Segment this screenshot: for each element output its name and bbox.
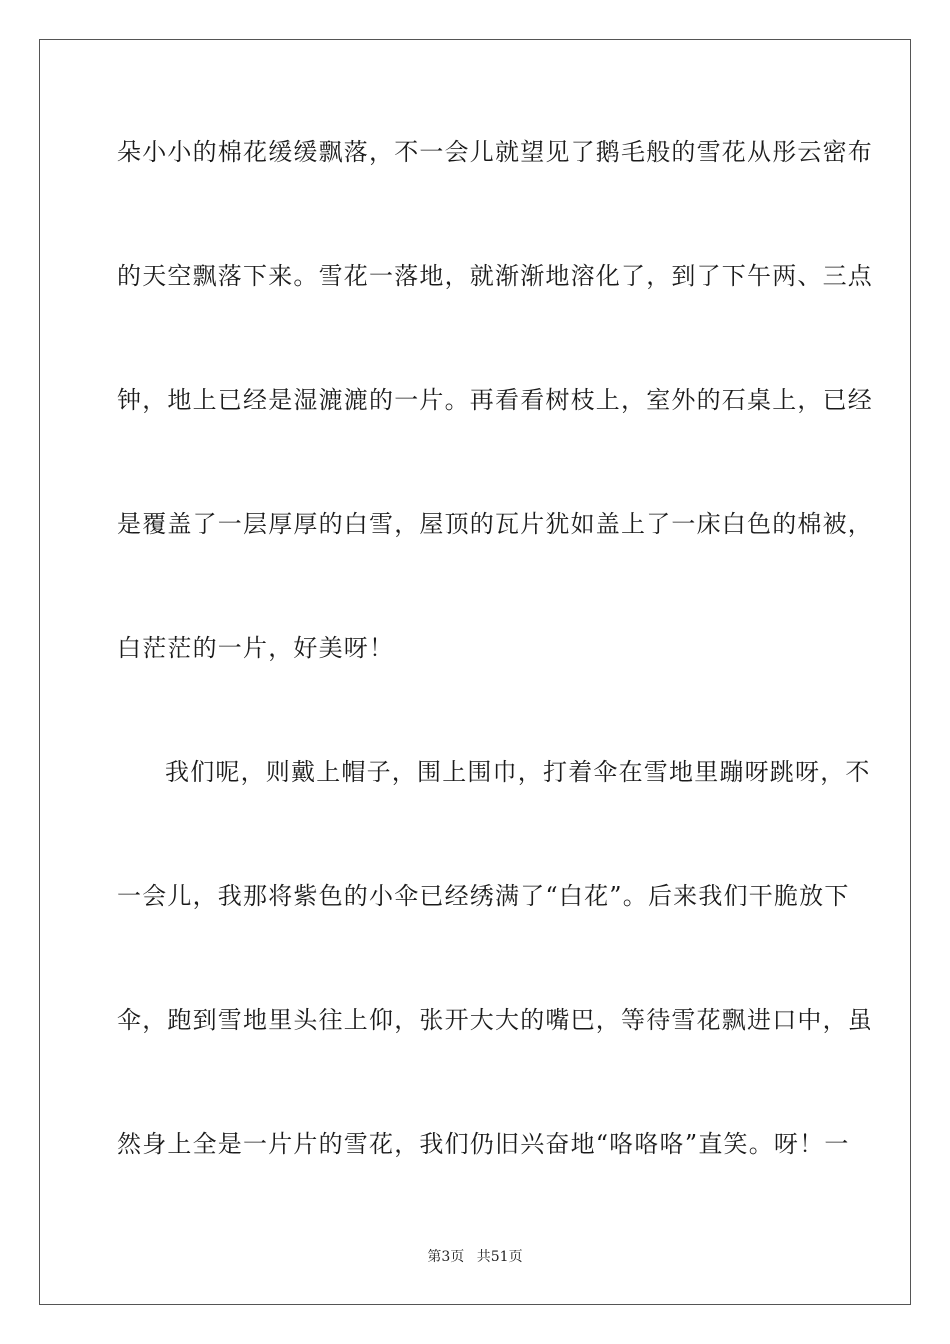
page-border [39,39,911,1305]
text-line-3: 钟，地上已经是湿漉漉的一片。再看看树枝上，室外的石桌上，已经 [117,386,873,414]
text-line-9: 然身上全是一片片的雪花，我们仍旧兴奋地“咯咯咯”直笑。呀！一 [117,1130,850,1158]
text-line-8: 伞，跑到雪地里头往上仰，张开大大的嘴巴，等待雪花飘进口中，虽 [117,1006,873,1034]
text-line-7: 一会儿，我那将紫色的小伞已经绣满了“白花”。后来我们干脆放下 [117,882,850,910]
text-line-6: 我们呢，则戴上帽子，围上围巾，打着伞在雪地里蹦呀跳呀，不 [165,758,871,786]
text-line-5: 白茫茫的一片，好美呀！ [117,634,395,662]
text-line-1: 朵小小的棉花缓缓飘落，不一会儿就望见了鹅毛般的雪花从彤云密布 [117,138,873,166]
page-total: 共51页 [476,1249,523,1265]
text-line-4: 是覆盖了一层厚厚的白雪，屋顶的瓦片犹如盖上了一床白色的棉被， [117,510,873,538]
page-footer [0,1247,950,1267]
page-number: 第3页 [427,1249,465,1265]
text-line-2: 的天空飘落下来。雪花一落地，就渐渐地溶化了，到了下午两、三点 [117,262,873,290]
